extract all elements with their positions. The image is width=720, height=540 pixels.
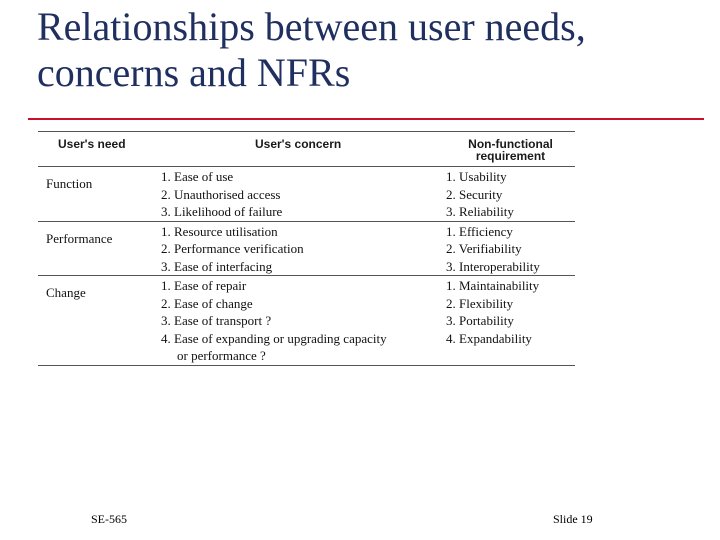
need-cell: Change	[38, 276, 155, 366]
nfr-item: 3. Interoperability	[446, 258, 540, 274]
footer-course-code: SE-565	[91, 512, 127, 526]
concern-item: 1. Resource utilisation	[161, 223, 278, 239]
header-users-concern: User's concern	[155, 132, 446, 167]
nfr-cell	[446, 221, 575, 276]
concern-item: 1. Ease of repair	[161, 278, 247, 293]
concern-cell	[155, 276, 446, 366]
needs-concerns-nfr-table	[38, 131, 575, 366]
nfr-item: 1. Efficiency	[446, 223, 513, 239]
table-row-function	[38, 167, 575, 222]
slide-title: Relationships between user needs, concerns and NFRs	[37, 4, 586, 95]
concern-item-continuation: or performance ?	[177, 348, 266, 363]
concern-item: 3. Likelihood of failure	[161, 204, 283, 219]
nfr-cell	[446, 276, 575, 366]
concern-item: 2. Unauthorised access	[161, 186, 281, 202]
header-nfr: Non-functional requirement	[446, 132, 575, 167]
title-divider	[28, 118, 704, 120]
header-users-need: User's need	[38, 132, 155, 167]
nfr-item: 4. Expandability	[446, 330, 532, 346]
table-header-row	[38, 132, 575, 167]
nfr-item: 2. Security	[446, 186, 503, 202]
nfr-item: 2. Flexibility	[446, 295, 514, 311]
concern-cell	[155, 221, 446, 276]
nfr-item: 3. Reliability	[446, 204, 514, 219]
nfr-item: 1. Usability	[446, 169, 507, 184]
nfr-item: 2. Verifiability	[446, 241, 522, 256]
concern-item: 3. Ease of interfacing	[161, 258, 273, 274]
nfr-item: 1. Maintainability	[446, 278, 540, 293]
need-cell: Performance	[38, 221, 155, 276]
concern-item: 2. Performance verification	[161, 241, 304, 256]
footer-slide-number: Slide 19	[553, 512, 593, 526]
need-cell: Function	[38, 167, 155, 222]
table-row-change	[38, 276, 575, 366]
concern-item: 1. Ease of use	[161, 169, 234, 184]
concern-item: 2. Ease of change	[161, 295, 253, 311]
concern-cell	[155, 167, 446, 222]
concern-item: 4. Ease of expanding or upgrading capacity	[161, 330, 387, 346]
concern-item: 3. Ease of transport ?	[161, 313, 272, 328]
table-row-performance	[38, 221, 575, 276]
nfr-cell	[446, 167, 575, 222]
nfr-item: 3. Portability	[446, 313, 514, 328]
